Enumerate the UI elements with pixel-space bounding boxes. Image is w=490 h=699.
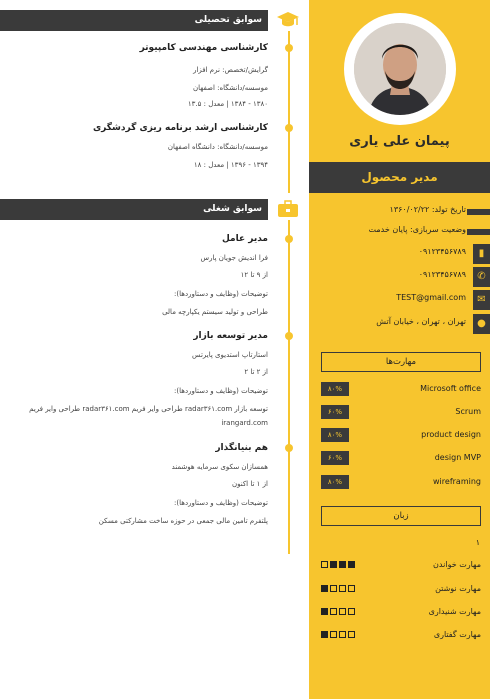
graduation-cap-icon (276, 10, 300, 30)
info-text: وضعیت سربازی: پایان خدمت (368, 225, 466, 234)
location-icon: ● (473, 314, 490, 334)
job-title: مدیر محصول (309, 162, 490, 193)
timeline-dot (285, 235, 293, 243)
email-icon: ✉ (473, 290, 490, 310)
company-name: استارتاپ استدیوی پایرتس (192, 351, 268, 359)
person-name: پیمان علی یاری (349, 134, 450, 149)
job-period: از ۱ تا اکنون (231, 480, 268, 488)
level-squares (321, 561, 355, 568)
level-square (321, 585, 328, 592)
education-timeline (288, 31, 290, 193)
profile-photo-frame (344, 13, 456, 125)
info-text: ۰۹۱۲۳۴۵۶۷۸۹ (418, 247, 466, 256)
language-skill (321, 558, 481, 572)
level-squares (321, 631, 355, 638)
skill-name: Microsoft office (420, 384, 481, 393)
level-square (321, 631, 328, 638)
language-number: ۱ (475, 538, 480, 547)
birthdate-bar (467, 209, 490, 215)
language-skill-name: مهارت گفتاری (433, 630, 481, 639)
skill-level: ۶۰% (321, 451, 349, 465)
phone-icon: ✆ (473, 267, 490, 287)
level-square (330, 631, 337, 638)
education-dates: ۱۳۹۴ - ۱۳۹۶ | معدل : ۱۸ (193, 161, 268, 169)
job-title: مدیر توسعه بازار (193, 331, 268, 341)
job-description: طراحی و تولید سیستم یکپارچه مالی (162, 308, 268, 316)
desc-label: توضیحات (وظایف و دستاوردها): (174, 499, 268, 507)
briefcase-icon (276, 199, 300, 219)
info-text: ۰۹۱۲۳۴۵۶۷۸۹ (418, 270, 466, 279)
skill-item (321, 451, 481, 465)
language-skill-name: مهارت نوشتن (435, 584, 481, 593)
info-text: TEST@gmail.com (396, 293, 466, 302)
military-bar (467, 229, 490, 235)
skill-name: product design (421, 430, 481, 439)
job-title: مدیر عامل (221, 234, 268, 244)
education-field: گرایش/تخصص: نرم افزار (193, 66, 268, 74)
desc-label: توضیحات (وظایف و دستاوردها): (174, 290, 268, 298)
mobile-icon: ▮ (473, 244, 490, 264)
education-school: موسسه/دانشگاه: اصفهان (192, 84, 268, 92)
info-phone (309, 267, 490, 287)
language-skill-name: مهارت شنیداری (428, 607, 481, 616)
info-birthdate (309, 202, 490, 222)
level-squares (321, 585, 355, 592)
info-location (309, 314, 490, 334)
skill-item (321, 428, 481, 442)
level-square (348, 608, 355, 615)
info-email (309, 290, 490, 310)
company-name: فرا اندیش جویان پارس (200, 254, 268, 262)
language-skill-name: مهارت خواندن (433, 560, 481, 569)
info-mobile (309, 244, 490, 264)
info-military (309, 222, 490, 242)
desc-label: توضیحات (وظایف و دستاوردها): (174, 387, 268, 395)
level-square (348, 585, 355, 592)
level-square (321, 608, 328, 615)
skill-name: Scrum (455, 407, 481, 416)
skills-heading: مهارت‌ها (321, 352, 481, 372)
info-text: تاریخ تولد: ۱۳۶۰/۰۲/۲۲ (389, 205, 466, 214)
education-heading: سوابق تحصیلی (0, 10, 268, 31)
info-text: تهران ، تهران ، خیابان آتش (376, 317, 466, 326)
timeline-dot (285, 444, 293, 452)
level-square (348, 631, 355, 638)
skill-level: ۶۰% (321, 405, 349, 419)
education-dates: ۱۳۸۰ - ۱۳۸۴ | معدل : ۱۳.۵ (187, 100, 268, 108)
language-skill (321, 605, 481, 619)
job-period: از ۹ تا ۱۲ (240, 271, 268, 279)
level-square (348, 561, 355, 568)
job-title: هم بنیانگذار (215, 443, 268, 453)
level-square (339, 631, 346, 638)
job-period: از ۲ تا ۲ (244, 368, 268, 376)
education-title: کارشناسی مهندسی کامپیوتر (139, 43, 268, 53)
education-school: موسسه/دانشگاه: دانشگاه اصفهان (167, 143, 268, 151)
work-heading: سوابق شغلی (0, 199, 268, 220)
skill-level: ۸۰% (321, 382, 349, 396)
sidebar (309, 0, 490, 699)
skill-name: wireframing (433, 477, 481, 486)
level-square (339, 585, 346, 592)
level-square (339, 561, 346, 568)
language-heading: زبان (321, 506, 481, 526)
work-timeline (288, 220, 290, 554)
skill-name: design MVP (434, 453, 481, 462)
education-title: کارشناسی ارشد برنامه ریزی گردشگری (92, 123, 268, 133)
skill-level: ۸۰% (321, 475, 349, 489)
timeline-dot (285, 332, 293, 340)
timeline-dot (285, 124, 293, 132)
level-square (321, 561, 328, 568)
skill-level: ۸۰% (321, 428, 349, 442)
skill-item (321, 405, 481, 419)
level-squares (321, 608, 355, 615)
skill-item (321, 475, 481, 489)
company-name: همسازان سکوی سرمایه هوشمند (171, 463, 268, 471)
job-description: توسعه بازار radar۳۶۱.com طراحی وایر فریم radar۳۶۱.com طراحی وایر فریم irangard.com (29, 405, 268, 427)
skill-item (321, 382, 481, 396)
level-square (339, 608, 346, 615)
language-skill (321, 628, 481, 642)
profile-photo (354, 23, 446, 115)
level-square (330, 608, 337, 615)
job-description: پلتفرم تامین مالی جمعی در حوزه ساخت مشارکتی مسکن (98, 517, 268, 525)
level-square (330, 585, 337, 592)
language-skill (321, 582, 481, 596)
timeline-dot (285, 44, 293, 52)
level-square (330, 561, 337, 568)
